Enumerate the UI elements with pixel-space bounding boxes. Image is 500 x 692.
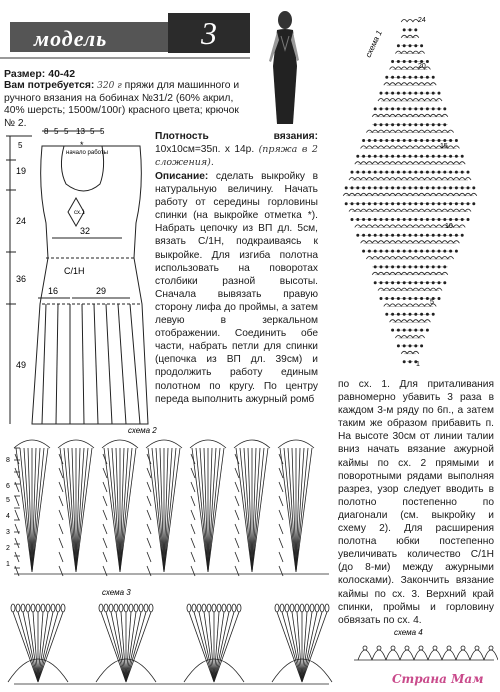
materials-text: пряжи для машинного и ручного вязания на бобинах №31/2 (60% акрил, 40% шерсть; 1500м/100г) красного цвета; крючок № 2. [4, 80, 240, 129]
pattern-left-num-1: 5 [18, 141, 23, 150]
model-title: модель [34, 26, 108, 51]
pattern-left-num-3: 24 [16, 216, 27, 226]
pattern-left-num-4: 36 [16, 274, 27, 284]
scheme3-label: схема 3 [102, 588, 131, 597]
scheme4-label: схема 4 [394, 628, 423, 637]
scheme2-row-3: 3 [6, 529, 10, 536]
pattern-top-num-1: 8 [44, 128, 49, 136]
scheme1-diagram [320, 8, 495, 376]
description-text-1: сделать выкройку в натуральную величину. Начать работу от середины горловины спинки (на выкройке отметка *). Набрать цепочку из ВП дл. 5см, вязать С/1Н, подкраиваясь к выкройке. Для изгиба полотна использовать на поворотах столбики разной высоты. Сначала вывязать правую сторону лифа до проймы, а затем левую в зеркальном отображении. Соединить обе части, набрать петли для спинки (цепочка из ВП дл. 39см) и продолжить работу единым полотном по кругу. По центру переда выполнить ажурный ромб [155, 171, 318, 405]
scheme2-row-6: 6 [6, 483, 10, 490]
scheme1-row-24: 24 [418, 17, 426, 24]
pattern-top-num-3: 5 [64, 128, 69, 136]
scheme2-row-8: 8 [6, 457, 10, 464]
model-photo [255, 6, 315, 126]
size-line: Размер: 40-42 [4, 68, 76, 80]
scheme1-row-15: 15 [440, 143, 448, 150]
scheme2-row-1: 1 [6, 561, 10, 568]
density-label: Плотность вязания: [155, 131, 318, 142]
watermark-logo: Страна Мам [392, 672, 484, 686]
description-col1 [155, 170, 318, 406]
pattern-label-width: 32 [80, 226, 91, 236]
density-note: (пряжа в 2 сложения). [155, 144, 318, 169]
scheme1-row-10: 10 [445, 223, 453, 230]
pattern-top-num-4: 13 [76, 128, 85, 136]
pattern-left-num-2: 19 [16, 166, 27, 176]
scheme2-label: схема 2 [128, 426, 157, 435]
pattern-motif-label: сх.1 [74, 210, 86, 216]
pattern-neck-note: начало работы [66, 150, 108, 156]
scheme2-diagram [4, 424, 334, 586]
requirements [4, 80, 250, 130]
description-label: Описание: [155, 171, 209, 182]
pattern-center-label: С/1Н [64, 266, 85, 276]
density-block [155, 130, 318, 169]
pattern-left-num-5: 49 [16, 360, 27, 370]
pattern-asterisk: * [80, 140, 84, 150]
model-number: 3 [168, 13, 250, 53]
scheme1-label: схема 1 [363, 29, 384, 59]
scheme2-row-5: 5 [6, 497, 10, 504]
scheme1-row-20: 20 [418, 63, 426, 70]
pattern-top-num-6: 5 [100, 128, 105, 136]
pattern-top-num-5: 5 [90, 128, 95, 136]
scheme1-row-1: 1 [416, 361, 420, 368]
pattern-label-29: 29 [96, 286, 107, 296]
scheme2-row-2: 2 [6, 545, 10, 552]
scheme4-diagram [350, 626, 498, 666]
dress-pattern-diagram [2, 128, 152, 428]
required-label: Вам потребуется: [4, 80, 95, 91]
scheme1-row-5: 5 [430, 299, 434, 306]
scheme3-diagram [4, 586, 334, 690]
amount-handwritten: 320 г [97, 81, 122, 91]
pattern-top-num-2: 5 [54, 128, 59, 136]
density-value: 10х10см=35п. х 14р. [155, 144, 255, 156]
pattern-label-16: 16 [48, 286, 59, 296]
description-col2: по сх. 1. Для приталивания равномерно убавить 3 раза в каждом 3-м ряду по 6п., а затем таким же образом прибавить п. На высоте 30см от линии талии вниз начать вязание ажурной каймы по сх. 2 прямыми и поворотными рядами выполняя разрез, узор следует вводить в полотно постепенно по диагонали (см. выкройку и схему 2). Для расширения полотна юбки постепенно увеличивать количество С/1Н (до 8-ми) между ажурными колосками). Закончить вязание каймы по сх. 3. Верхний край спинки, проймы и горловину обвязать по сх. 4. [338, 379, 494, 626]
scheme2-row-4: 4 [6, 513, 10, 520]
